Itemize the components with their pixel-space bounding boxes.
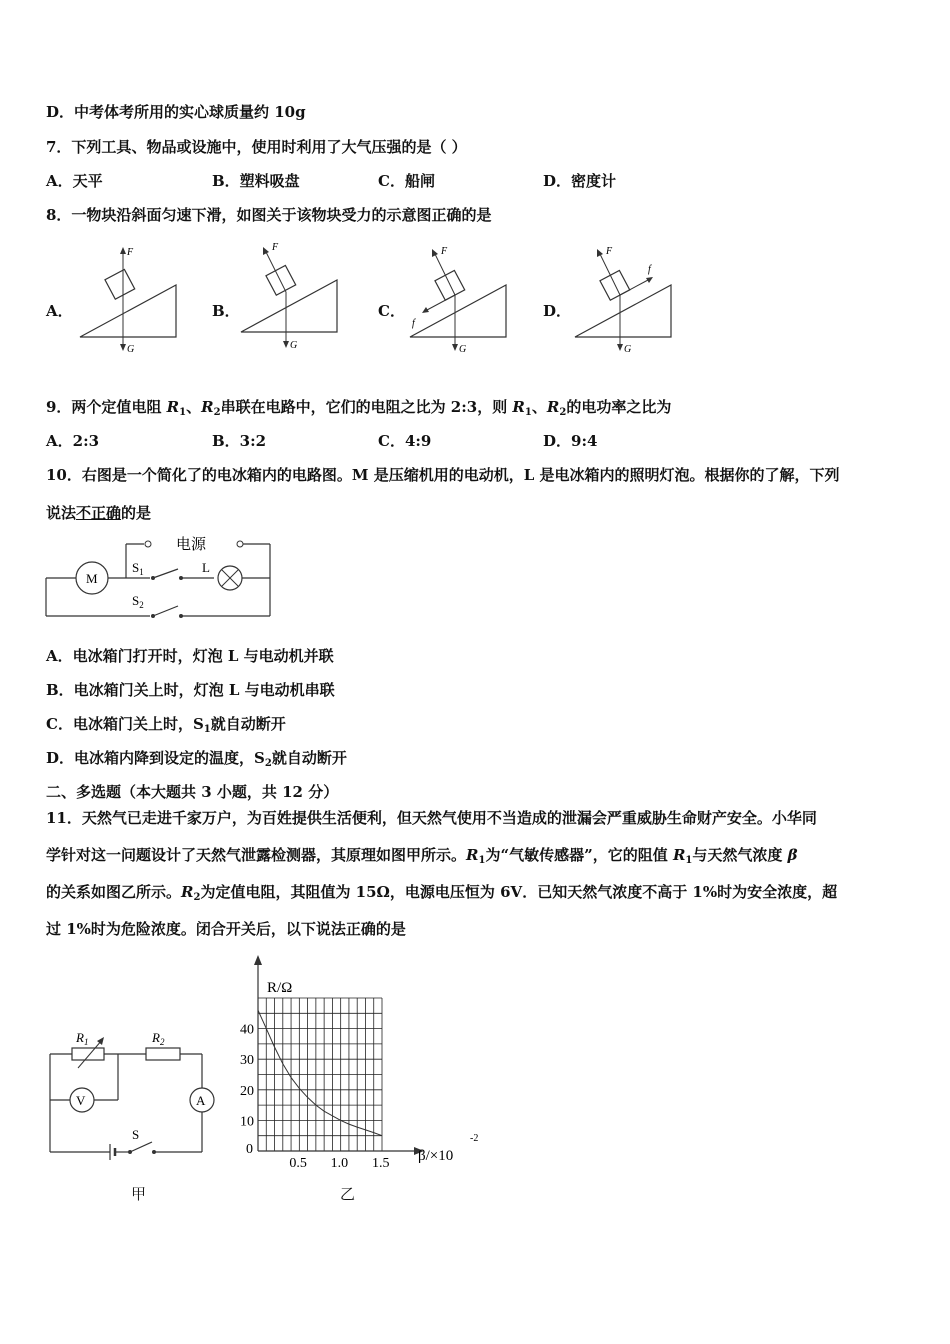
force-g-label: G: [290, 340, 298, 351]
y-tick-label: 20: [240, 1083, 254, 1099]
q10-stem-line1: 10．右图是一个简化了的电冰箱内的电路图。M 是压缩机用的电动机，L 是电冰箱内的照明灯泡。根据你的了解，下列: [46, 466, 840, 484]
q10-circuit-diagram: [44, 532, 276, 620]
r2-label: $R_2$: [152, 1030, 165, 1047]
section-heading: 二、多选题（本大题共 3 小题，共 12 分）: [46, 783, 339, 801]
power-label: 电源: [176, 537, 207, 553]
q8-label-a[interactable]: A．: [46, 302, 73, 320]
caption-jia: 甲: [131, 1185, 147, 1203]
force-f-label: F: [606, 246, 613, 257]
x-tick-label: 1.0: [330, 1156, 349, 1171]
s2-label: $S_2$: [132, 593, 144, 610]
q9-stem: 9．两个定值电阻 $R_1$、$R_2$串联在电路中，它们的电阻之比为 2:3，则 $R_1$、$R_2$的电功率之比为: [46, 398, 672, 418]
q7-option-a[interactable]: A．天平: [46, 172, 103, 190]
force-f-label: F: [272, 242, 279, 253]
x-tick-label: 1.5: [372, 1156, 390, 1171]
q8-figure-b: [238, 240, 348, 360]
force-g-label: G: [624, 344, 632, 355]
q9-option-d[interactable]: D．9:4: [543, 432, 598, 450]
q11-line1: 11．天然气已走进千家万户，为百姓提供生活便利，但天然气使用不当造成的泄漏会严重威胁生命财产安全。小华同: [46, 809, 817, 827]
q6-option-d: D．中考体考所用的实心球质量约 10g: [46, 103, 306, 121]
s1-label: $S_1$: [132, 560, 144, 577]
friction-label: f: [648, 264, 651, 275]
q8-figure-c: [407, 240, 517, 360]
force-f-label: F: [127, 247, 134, 258]
q11-chart-yi: [236, 955, 486, 1175]
q9-option-b[interactable]: B．3:2: [212, 432, 267, 450]
q11-line2: 学针对这一问题设计了天然气泄露检测器，其原理如图甲所示。$R_1$为“气敏传感器”，它的阻值 $R_1$与天然气浓度 β: [46, 846, 798, 866]
q8-label-b[interactable]: B．: [212, 302, 240, 320]
x-axis-label: β/×10: [418, 1148, 454, 1164]
q7-option-b[interactable]: B．塑料吸盘: [212, 172, 300, 190]
q9-option-c[interactable]: C．4:9: [378, 432, 432, 450]
y-tick-label: 40: [240, 1022, 254, 1038]
q8-label-c[interactable]: C．: [378, 302, 405, 320]
lamp-label: L: [202, 560, 210, 575]
voltmeter-label: V: [76, 1093, 86, 1108]
y-tick-label: 30: [240, 1053, 254, 1069]
series-r1-line: [258, 1010, 382, 1135]
origin-label: 0: [246, 1142, 253, 1157]
y-axis-label: R/Ω: [267, 980, 293, 996]
ammeter-label: A: [196, 1093, 206, 1108]
q11-line3: 的关系如图乙所示。$R_2$为定值电阻，其阻值为 15Ω，电源电压恒为 6V．已知天然气浓度不高于 1%时为安全浓度，超: [46, 883, 838, 903]
force-f-label: F: [441, 246, 448, 257]
q10-stem-line2: 说法不正确的是: [46, 504, 152, 522]
caption-yi: 乙: [340, 1185, 356, 1203]
y-tick-label: 10: [240, 1114, 254, 1130]
q7-option-c[interactable]: C．船闸: [378, 172, 435, 190]
r1-resistor: [72, 1048, 104, 1060]
motor-label: M: [86, 571, 98, 586]
q8-label-d[interactable]: D．: [543, 302, 572, 320]
q8-figure-a: [75, 240, 185, 360]
friction-label: f: [412, 318, 415, 329]
force-g-label: G: [459, 344, 467, 355]
q10-option-b[interactable]: B．电冰箱门关上时，灯泡 L 与电动机串联: [46, 681, 335, 699]
q11-figure-jia: [44, 1028, 224, 1168]
x-axis-label-exponent: -2: [470, 1133, 479, 1144]
q10-option-a[interactable]: A．电冰箱门打开时，灯泡 L 与电动机并联: [46, 647, 334, 665]
force-g-label: G: [127, 344, 135, 355]
switch-label: S: [132, 1127, 140, 1142]
q10-option-c[interactable]: C．电冰箱门关上时，$S_1$就自动断开: [46, 715, 286, 735]
q8-figure-d: [572, 240, 682, 360]
q10-option-d[interactable]: D．电冰箱内降到设定的温度，$S_2$就自动断开: [46, 749, 347, 769]
q7-stem: 7．下列工具、物品或设施中，使用时利用了大气压强的是（ ）: [46, 138, 467, 156]
q9-option-a[interactable]: A．2:3: [46, 432, 100, 450]
y-axis-arrow: [254, 955, 262, 965]
r2-resistor: [146, 1048, 180, 1060]
q11-line4: 过 1%时为危险浓度。闭合开关后，以下说法正确的是: [46, 920, 406, 938]
r1-label: $R_1$: [76, 1030, 89, 1047]
q8-stem: 8．一物块沿斜面匀速下滑，如图关于该物块受力的示意图正确的是: [46, 206, 492, 224]
q7-option-d[interactable]: D．密度计: [543, 172, 617, 190]
x-tick-label: 0.5: [289, 1156, 307, 1171]
